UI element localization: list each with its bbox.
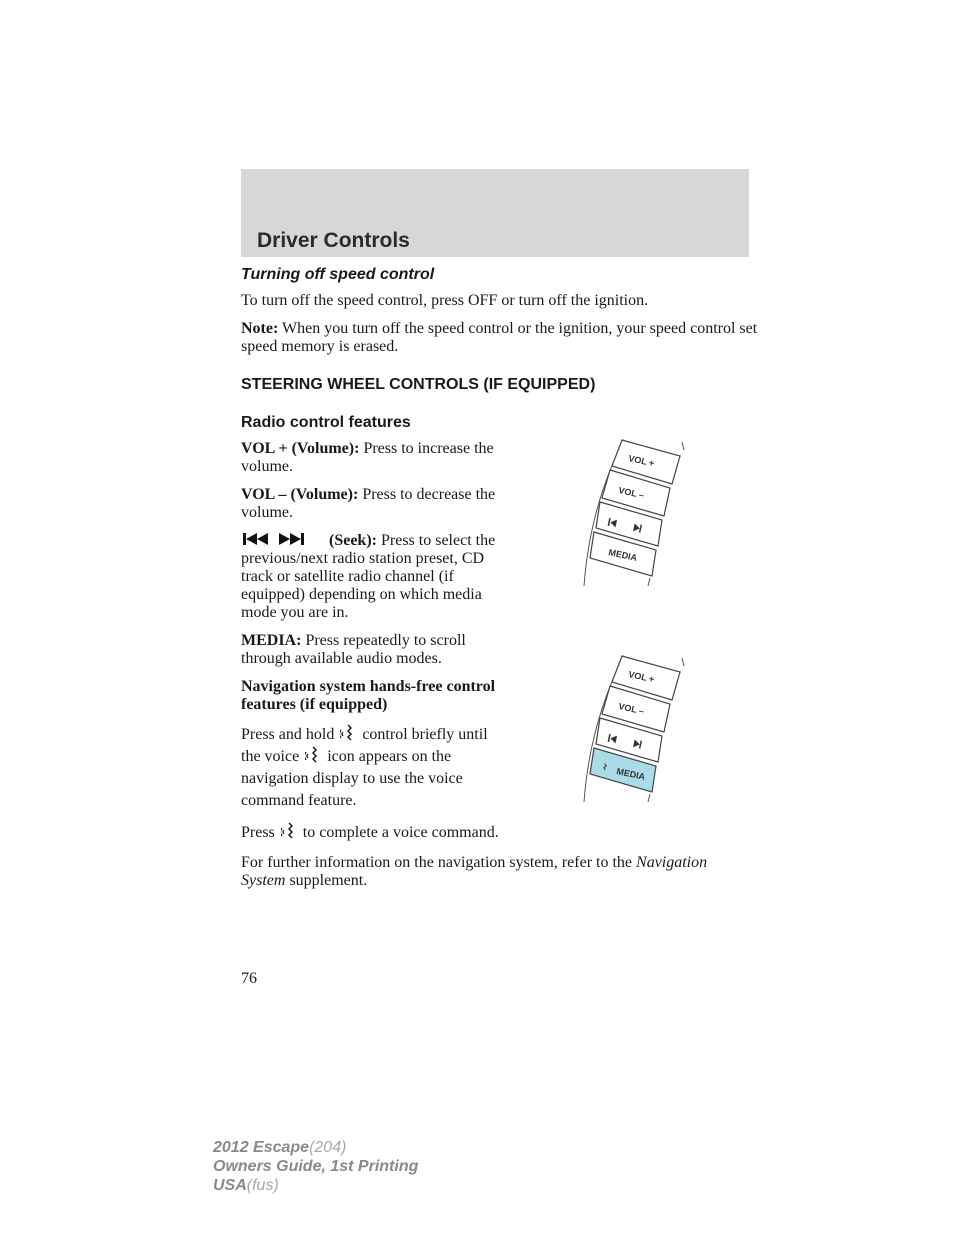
vol-plus-paragraph bbox=[241, 440, 503, 476]
seek-text-1: Press to select bbox=[380, 532, 472, 549]
nav-p1-b: control briefly bbox=[362, 726, 455, 743]
nav-p1-a: Press and hold bbox=[241, 726, 335, 743]
note-label: Note: bbox=[241, 320, 279, 337]
footer-printing: Owners Guide, 1st Printing bbox=[213, 1158, 419, 1175]
vol-minus-text: Press to decrease the volume. bbox=[241, 486, 496, 521]
section-header-bar bbox=[241, 169, 749, 257]
footer-model-code: (204) bbox=[309, 1139, 347, 1156]
nav-paragraph-1 bbox=[241, 724, 503, 812]
footer-region-code: (fus) bbox=[246, 1177, 279, 1194]
nav-p1-d: icon appears on the navigation display to use the voice command feature. bbox=[241, 748, 463, 809]
footer-region: USA bbox=[213, 1177, 247, 1194]
fig-top-vol-minus: VOL – bbox=[617, 485, 645, 501]
voice-icon bbox=[281, 822, 295, 840]
nav-buttons-figure bbox=[572, 652, 692, 812]
vol-minus-paragraph bbox=[241, 486, 503, 522]
nav-p3-italic: Navigation System bbox=[241, 854, 708, 889]
nav-p2-b: to complete a voice command. bbox=[302, 824, 499, 841]
steering-buttons-figure bbox=[572, 436, 692, 596]
vol-plus-label: VOL + (Volume): bbox=[241, 440, 360, 457]
nav-heading: Navigation system hands-free control features (if equipped) bbox=[241, 678, 496, 713]
vol-minus-label: VOL – (Volume): bbox=[241, 486, 359, 503]
page-number: 76 bbox=[241, 970, 257, 987]
seek-paragraph bbox=[241, 532, 503, 622]
nav-paragraph-3 bbox=[241, 854, 751, 890]
nav-p3-a: For further information on the navigation system, refer to the bbox=[241, 854, 633, 871]
fig-top-vol-plus: VOL + bbox=[627, 453, 656, 469]
heading-steering: STEERING WHEEL CONTROLS (IF EQUIPPED) bbox=[241, 376, 596, 393]
fig-bottom-vol-plus: VOL + bbox=[627, 669, 656, 685]
media-label: MEDIA: bbox=[241, 632, 302, 649]
section-title: Driver Controls bbox=[257, 229, 410, 252]
media-text: Press repeatedly to scroll through available audio modes. bbox=[241, 632, 466, 667]
seek-text-2: the previous/next radio station preset, CD track or satellite radio channel (if equipped) depending on which media mode you are in. bbox=[241, 532, 496, 621]
voice-icon bbox=[340, 724, 354, 742]
voice-icon bbox=[305, 746, 319, 764]
nav-p2-a: Press bbox=[241, 824, 275, 841]
fig-bottom-media: MEDIA bbox=[615, 766, 647, 782]
vol-plus-text: Press to increase the volume. bbox=[241, 440, 494, 475]
footer bbox=[213, 1138, 418, 1195]
fig-bottom-vol-minus: VOL – bbox=[617, 701, 645, 717]
nav-p3-b: supplement. bbox=[289, 872, 368, 889]
heading-turning-off: Turning off speed control bbox=[241, 266, 435, 283]
nav-paragraph-2 bbox=[241, 822, 503, 844]
fig-top-media: MEDIA bbox=[607, 547, 639, 563]
seek-icon bbox=[241, 532, 321, 546]
heading-radio: Radio control features bbox=[241, 414, 411, 431]
media-paragraph bbox=[241, 632, 503, 668]
note-paragraph bbox=[241, 320, 761, 356]
footer-model: 2012 Escape bbox=[213, 1139, 310, 1156]
paragraph-turning-off: To turn off the speed control, press OFF or turn off the ignition. bbox=[241, 292, 649, 309]
seek-label: (Seek): bbox=[329, 532, 377, 549]
nav-p1-c: until the voice bbox=[241, 726, 488, 765]
note-text: When you turn off the speed control or the ignition, your speed control set speed memory is erased. bbox=[241, 320, 758, 355]
